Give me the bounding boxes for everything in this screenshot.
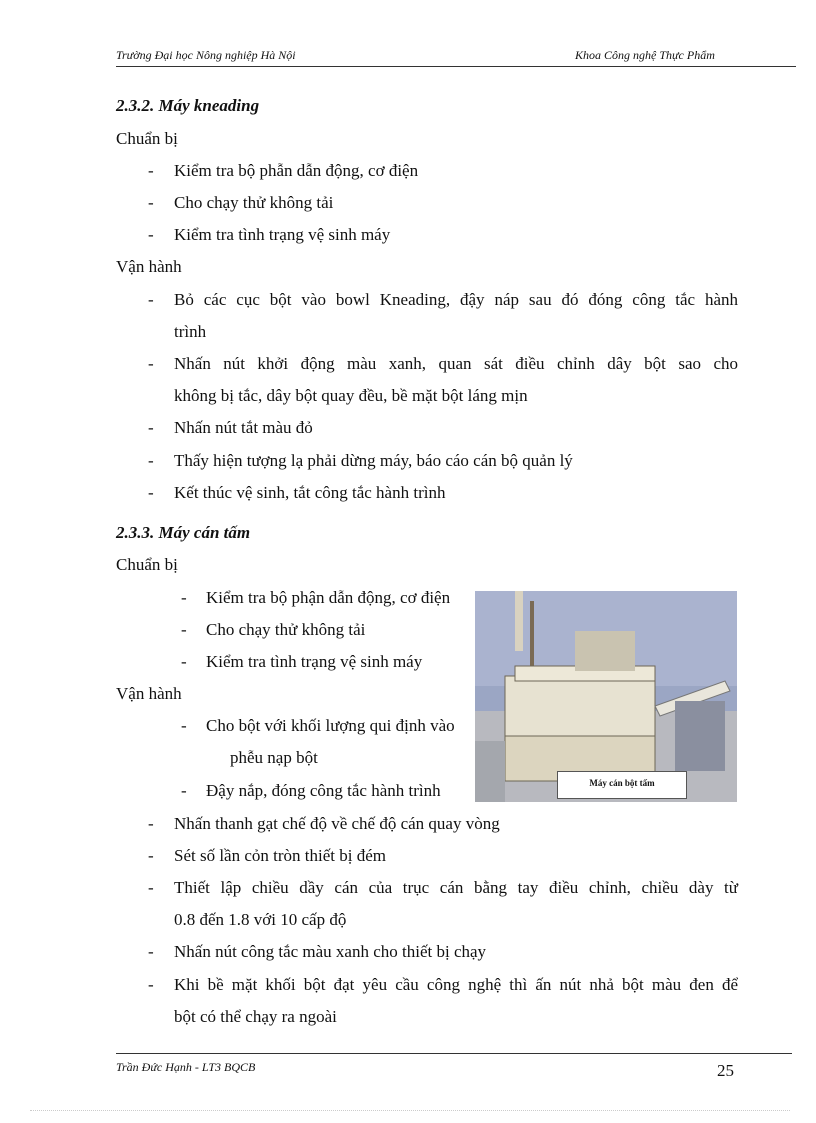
list-item-continuation: trình — [174, 322, 207, 341]
bullet-dash: - — [148, 418, 154, 437]
list-item: Đậy nắp, đóng công tắc hành trình — [206, 781, 441, 800]
bullet-dash: - — [148, 354, 154, 373]
bullet-dash: - — [181, 652, 187, 671]
bullet-dash: - — [148, 161, 154, 180]
list-item: Kiểm tra tình trạng vệ sinh máy — [206, 652, 423, 671]
list-item: Nhấn thanh gạt chế độ về chế độ cán quay vòng — [174, 814, 500, 833]
section-232-prep-label: Chuẩn bị — [116, 129, 178, 148]
header-faculty: Khoa Công nghệ Thực Phẩm — [575, 48, 715, 62]
section-233-title: 2.3.3. Máy cán tấm — [116, 523, 251, 542]
section-232-op-label: Vận hành — [116, 257, 182, 276]
list-item: Cho chạy thử không tải — [174, 193, 334, 212]
section-233-op-label: Vận hành — [116, 684, 182, 703]
list-item: Thấy hiện tượng lạ phải dừng máy, báo cáo cán bộ quản lý — [174, 451, 573, 470]
list-item: Bỏ các cục bột vào bowl Kneading, đậy náp sau đó đóng công tắc hành — [174, 290, 738, 309]
bullet-dash: - — [148, 878, 154, 897]
list-item: Kiểm tra tình trạng vệ sinh máy — [174, 225, 391, 244]
list-item: Khi bề mặt khối bột đạt yêu cầu công nghệ thì ấn nút nhả bột màu đen để — [174, 975, 738, 994]
bullet-dash: - — [148, 942, 154, 961]
photo-caption: Máy cán bột tấm — [589, 778, 655, 788]
list-item-continuation: phễu nạp bột — [230, 748, 318, 767]
footer-author: Trần Đức Hạnh - LT3 BQCB — [116, 1060, 256, 1074]
machine-photo — [475, 591, 737, 802]
bullet-dash: - — [181, 620, 187, 639]
bullet-dash: - — [181, 781, 187, 800]
bullet-dash: - — [148, 846, 154, 865]
list-item: Cho bột với khối lượng qui định vào — [206, 716, 455, 735]
bullet-dash: - — [181, 716, 187, 735]
list-item: Sét số lần cỏn tròn thiết bị đém — [174, 846, 386, 865]
list-item: Cho chạy thử không tải — [206, 620, 366, 639]
list-item: Nhấn nút tắt màu đỏ — [174, 418, 313, 437]
list-item: Kiểm tra bộ phận dẫn động, cơ điện — [206, 588, 451, 607]
bullet-dash: - — [148, 290, 154, 309]
list-item: Kiểm tra bộ phẫn dẫn động, cơ điện — [174, 161, 419, 180]
bullet-dash: - — [181, 588, 187, 607]
footer-rule — [116, 1053, 792, 1054]
bullet-dash: - — [148, 225, 154, 244]
page-bottom-border — [30, 1110, 790, 1111]
bullet-dash: - — [148, 483, 154, 502]
section-232-title: 2.3.2. Máy kneading — [116, 96, 260, 115]
list-item: Thiết lập chiều dầy cán của trục cán bằng tay điều chỉnh, chiều dày từ — [174, 878, 738, 897]
header-rule — [116, 66, 796, 67]
list-item-continuation: 0.8 đến 1.8 với 10 cấp độ — [174, 910, 347, 929]
list-item: Kết thúc vệ sinh, tắt công tắc hành trình — [174, 483, 446, 502]
header-school: Trường Đại học Nông nghiệp Hà Nội — [116, 48, 296, 62]
bullet-dash: - — [148, 451, 154, 470]
list-item-continuation: không bị tắc, dây bột quay đều, bề mặt bột láng mịn — [174, 386, 528, 405]
list-item: Nhấn nút công tắc màu xanh cho thiết bị chạy — [174, 942, 487, 961]
bullet-dash: - — [148, 814, 154, 833]
list-item-continuation: bột có thể chạy ra ngoài — [174, 1007, 337, 1026]
page-number: 25 — [717, 1061, 734, 1080]
bullet-dash: - — [148, 193, 154, 212]
section-233-prep-label: Chuẩn bị — [116, 555, 178, 574]
photo-caption-box — [557, 771, 687, 799]
bullet-dash: - — [148, 975, 154, 994]
list-item: Nhấn nút khởi động màu xanh, quan sát điều chỉnh dây bột sao cho — [174, 354, 738, 373]
